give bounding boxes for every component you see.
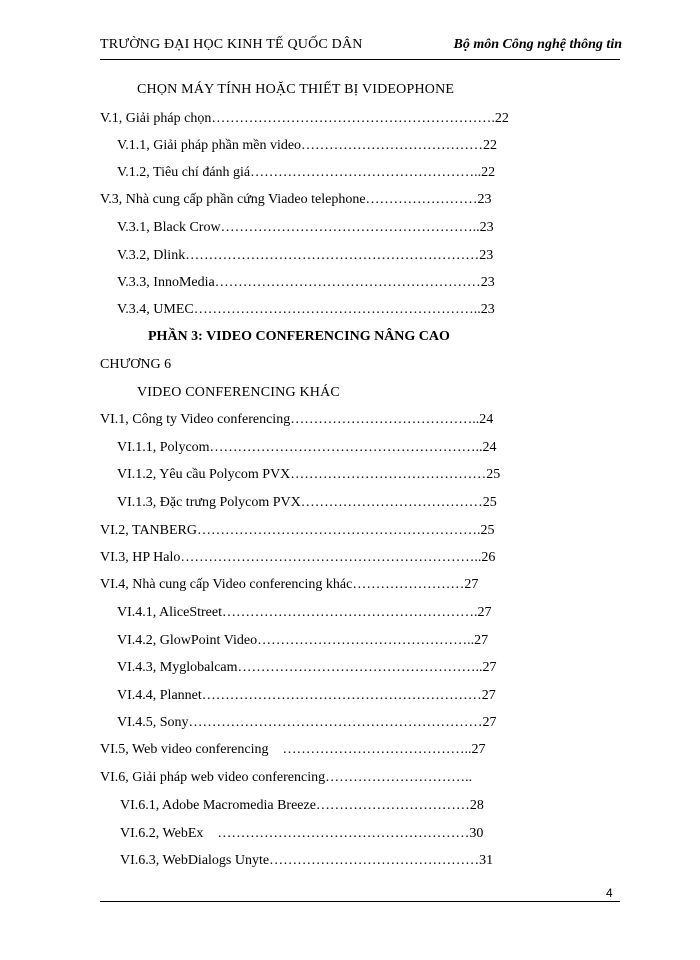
- toc-entry: V.1.1, Giải pháp phần mền video…………………………………22: [117, 138, 498, 153]
- toc-entry: VI.5, Web video conferencing …………………………………..27: [100, 742, 486, 757]
- university-name: TRƯỜNG ĐẠI HỌC KINH TẾ QUỐC DÂN: [100, 37, 363, 52]
- toc-entry: VI.4.5, Sony………………………………………………………27: [117, 715, 497, 730]
- toc-entry: VI.4, Nhà cung cấp Video conferencing khác……………………27: [100, 577, 479, 592]
- toc-entry: VI.6.2, WebEx ………………………………………………30: [120, 826, 484, 841]
- header-rule: [100, 59, 620, 60]
- toc-entry: V.3.2, Dlink………………………………………………………23: [117, 248, 494, 263]
- footer-rule: [100, 901, 620, 902]
- toc-entry: VI.1.3, Đặc trưng Polycom PVX…………………………………25: [117, 495, 497, 510]
- toc-entry: VI.6.1, Adobe Macromedia Breeze……………………………28: [120, 798, 484, 813]
- toc-entry: V.3.1, Black Crow………………………………………………..23: [117, 220, 494, 235]
- page-header: [100, 37, 620, 59]
- toc-entry: VI.6.3, WebDialogs Unyte………………………………………31: [120, 853, 494, 868]
- toc-entry: VI.4.1, AliceStreet……………………………………………….27: [117, 605, 492, 620]
- toc-entry: V.1.2, Tiêu chí đánh giá…………………………………………..22: [117, 165, 496, 180]
- toc-entry: VI.4.4, Plannet……………………………………………………27: [117, 688, 496, 703]
- toc-entry: VI.2, TANBERG…………………………………………………….25: [100, 523, 495, 538]
- toc-entry: VI.1.2, Yêu cầu Polycom PVX……………………………………25: [117, 467, 501, 482]
- toc-entry: V.3, Nhà cung cấp phần cứng Viadeo telephone……………………23: [100, 192, 492, 207]
- part-heading: PHẦN 3: VIDEO CONFERENCING NÂNG CAO: [148, 329, 450, 344]
- toc-heading: VIDEO CONFERENCING KHÁC: [137, 385, 340, 400]
- page-number: 4: [606, 886, 613, 900]
- toc-entry: VI.1, Công ty Video conferencing…………………………………..24: [100, 412, 494, 427]
- toc-entry: VI.4.2, GlowPoint Video………………………………………..27: [117, 633, 489, 648]
- department-name: Bộ môn Công nghệ thông tin: [453, 37, 622, 52]
- toc-entry: VI.4.3, Myglobalcam……………………………………………..27: [117, 660, 497, 675]
- toc-entry: VI.6, Giải pháp web video conferencing…………………………..: [100, 770, 473, 785]
- toc-entry: V.1, Giải pháp chọn…………………………………………………….22: [100, 111, 509, 126]
- toc-entry: V.3.3, InnoMedia…………………………………………………23: [117, 275, 495, 290]
- toc-entry: VI.3, HP Halo………………………………………………………..26: [100, 550, 496, 565]
- toc-entry: V.3.4, UMEC……………………………………………………..23: [117, 302, 495, 317]
- toc-heading: CHỌN MÁY TÍNH HOẶC THIẾT BỊ VIDEOPHONE: [137, 82, 455, 97]
- chapter-label: CHƯƠNG 6: [100, 357, 172, 372]
- toc-entry: VI.1.1, Polycom…………………………………………………..24: [117, 440, 497, 455]
